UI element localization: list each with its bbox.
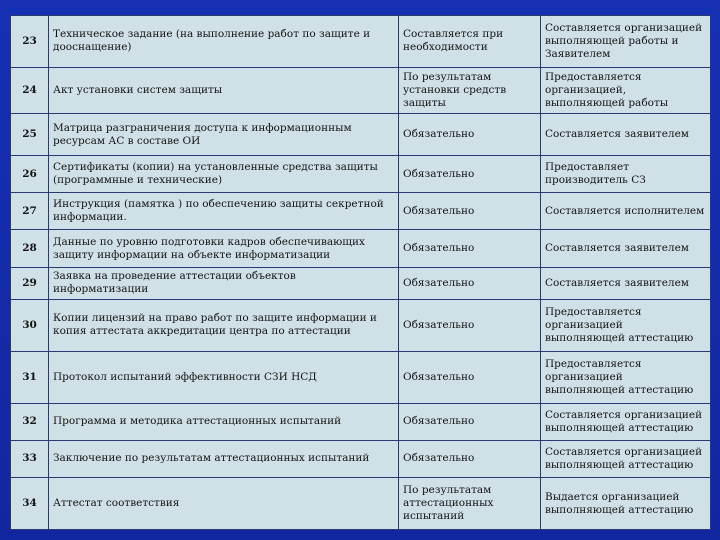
- responsible: Предоставляется организацией выполняющей аттестацию: [541, 351, 711, 403]
- responsible: Составляется организацией выполняющей аттестацию: [541, 440, 711, 477]
- document-name: Аттестат соответствия: [49, 478, 399, 530]
- row-number: 31: [11, 351, 49, 403]
- document-name: Техническое задание (на выполнение работ по защите и дооснащение): [49, 16, 399, 68]
- row-number: 27: [11, 193, 49, 230]
- responsible: Предоставляется организацией, выполняющей работы: [541, 67, 711, 114]
- row-number: 23: [11, 16, 49, 68]
- table-row: [11, 230, 711, 267]
- table-row: [11, 351, 711, 403]
- table-row: [11, 155, 711, 192]
- requirement: Обязательно: [399, 230, 541, 267]
- row-number: 33: [11, 440, 49, 477]
- document-name: Заявка на проведение аттестации объектов информатизации: [49, 267, 399, 299]
- requirement: Обязательно: [399, 403, 541, 440]
- table-row: [11, 193, 711, 230]
- responsible: Составляется организацией выполняющей работы и Заявителем: [541, 16, 711, 68]
- table-row: [11, 403, 711, 440]
- responsible: Предоставляет производитель СЗ: [541, 155, 711, 192]
- table-row: [11, 478, 711, 530]
- row-number: 30: [11, 299, 49, 351]
- responsible: Предоставляется организацией выполняющей аттестацию: [541, 299, 711, 351]
- row-number: 24: [11, 67, 49, 114]
- row-number: 34: [11, 478, 49, 530]
- requirement: Обязательно: [399, 440, 541, 477]
- document-name: Акт установки систем защиты: [49, 67, 399, 114]
- requirement: Обязательно: [399, 299, 541, 351]
- document-name: Инструкция (памятка ) по обеспечению защиты секретной информации.: [49, 193, 399, 230]
- row-number: 25: [11, 114, 49, 155]
- table-row: [11, 267, 711, 299]
- document-name: Протокол испытаний эффективности СЗИ НСД: [49, 351, 399, 403]
- responsible: Составляется заявителем: [541, 230, 711, 267]
- requirement: Обязательно: [399, 114, 541, 155]
- row-number: 26: [11, 155, 49, 192]
- row-number: 28: [11, 230, 49, 267]
- responsible: Составляется исполнителем: [541, 193, 711, 230]
- document-name: Заключение по результатам аттестационных испытаний: [49, 440, 399, 477]
- table-row: [11, 67, 711, 114]
- table-row: [11, 440, 711, 477]
- document-name: Копии лицензий на право работ по защите информации и копия аттестата аккредитации центра по аттестации: [49, 299, 399, 351]
- table-row: [11, 299, 711, 351]
- requirement: Обязательно: [399, 267, 541, 299]
- documents-table: [10, 15, 711, 530]
- document-name: Программа и методика аттестационных испытаний: [49, 403, 399, 440]
- document-name: Данные по уровню подготовки кадров обеспечивающих защиту информации на объекте информатизации: [49, 230, 399, 267]
- document-name: Матрица разграничения доступа к информационным ресурсам АС в составе ОИ: [49, 114, 399, 155]
- document-name: Сертификаты (копии) на установленные средства защиты (программные и технические): [49, 155, 399, 192]
- requirement: По результатам установки средств защиты: [399, 67, 541, 114]
- requirement: Обязательно: [399, 351, 541, 403]
- requirement: Обязательно: [399, 155, 541, 192]
- requirement: Обязательно: [399, 193, 541, 230]
- responsible: Составляется заявителем: [541, 114, 711, 155]
- table-row: [11, 16, 711, 68]
- row-number: 29: [11, 267, 49, 299]
- responsible: Составляется организацией выполняющей аттестацию: [541, 403, 711, 440]
- responsible: Составляется заявителем: [541, 267, 711, 299]
- requirement: Составляется при необходимости: [399, 16, 541, 68]
- responsible: Выдается организацией выполняющей аттестацию: [541, 478, 711, 530]
- row-number: 32: [11, 403, 49, 440]
- table-row: [11, 114, 711, 155]
- requirement: По результатам аттестационных испытаний: [399, 478, 541, 530]
